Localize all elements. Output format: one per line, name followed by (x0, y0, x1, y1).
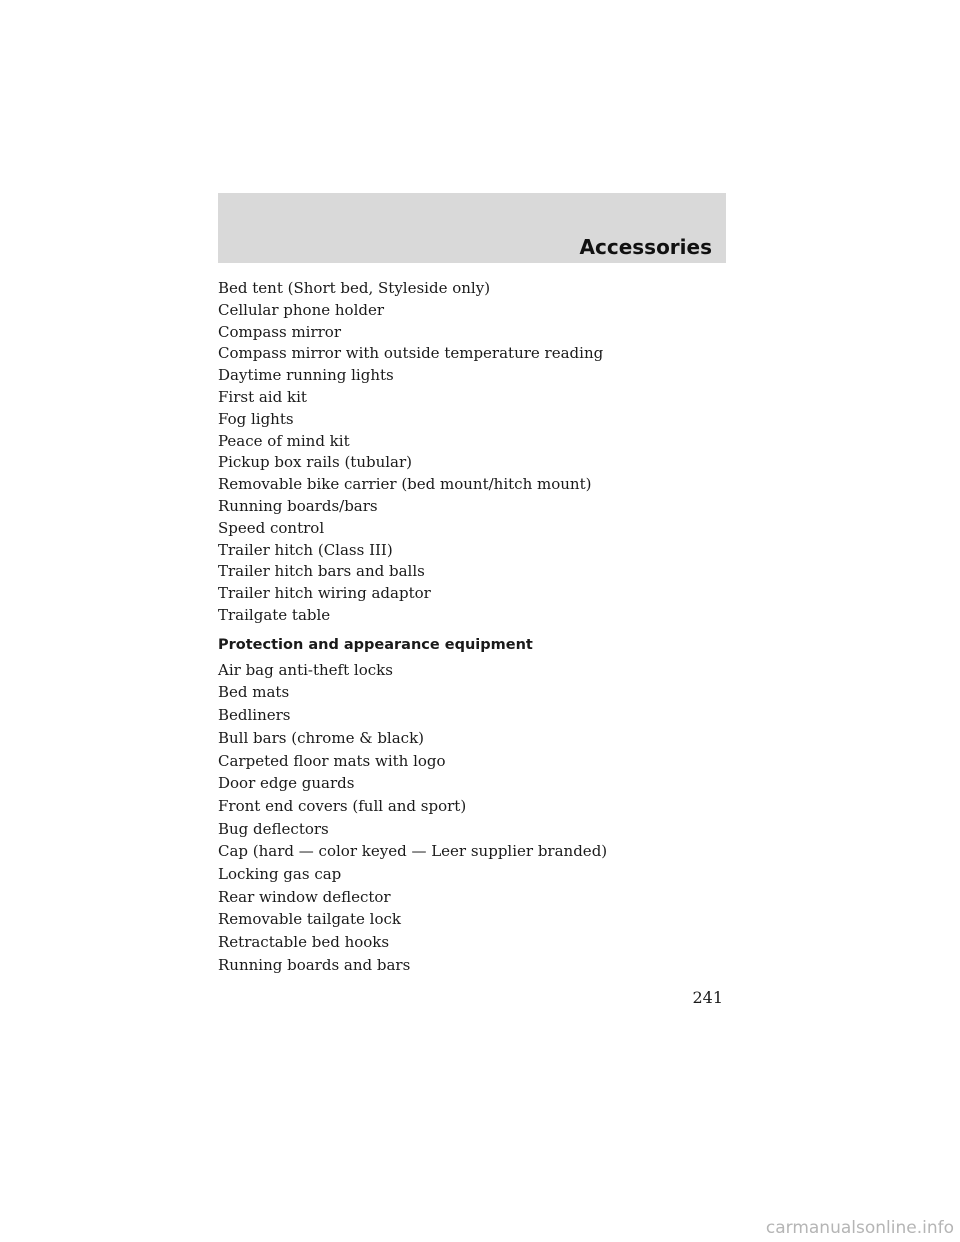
list-item: Compass mirror with outside temperature reading (218, 344, 604, 363)
page-number: 241 (692, 988, 723, 1007)
list-item: Cellular phone holder (218, 300, 385, 319)
list-item: Running boards and bars (218, 955, 411, 974)
list-item: Daytime running lights (218, 366, 394, 385)
list-item: Bedliners (218, 706, 291, 725)
list-item: Front end covers (full and sport) (218, 796, 467, 815)
list-item: Trailer hitch bars and balls (218, 562, 425, 581)
protection-list (218, 659, 726, 977)
list-item: Carpeted floor mats with logo (218, 751, 446, 770)
list-item: Pickup box rails (tubular) (218, 453, 413, 472)
list-item: Compass mirror (218, 322, 342, 341)
list-item: Peace of mind kit (218, 431, 350, 450)
list-item: Bug deflectors (218, 819, 329, 838)
watermark: carmanualsonline.info (765, 1218, 954, 1238)
list-item: Bed mats (218, 683, 290, 702)
list-item: Fog lights (218, 409, 294, 428)
list-item: First aid kit (218, 387, 307, 406)
list-item: Bed tent (Short bed, Styleside only) (218, 279, 491, 297)
list-item: Removable bike carrier (bed mount/hitch mount) (218, 475, 592, 494)
list-item: Bull bars (chrome & black) (218, 728, 425, 747)
list-item: Door edge guards (218, 774, 355, 793)
list-item: Retractable bed hooks (218, 933, 390, 951)
list-item: Speed control (218, 518, 325, 537)
list-item: Running boards/bars (218, 496, 378, 515)
page-content (218, 278, 726, 976)
list-item: Removable tailgate lock (218, 910, 401, 929)
list-item: Cap (hard — color keyed — Leer supplier branded) (218, 842, 608, 861)
list-item: Rear window deflector (218, 887, 391, 906)
section-header-band (218, 193, 726, 263)
section-title: Accessories (579, 235, 712, 259)
list-item: Air bag anti-theft locks (218, 660, 393, 679)
list-item: Trailgate table (218, 605, 331, 624)
list-item: Trailer hitch wiring adaptor (218, 584, 431, 603)
list-item: Locking gas cap (218, 864, 342, 883)
protection-heading: Protection and appearance equipment (218, 636, 533, 653)
accessory-list (218, 278, 726, 627)
list-item: Trailer hitch (Class III) (218, 540, 393, 559)
